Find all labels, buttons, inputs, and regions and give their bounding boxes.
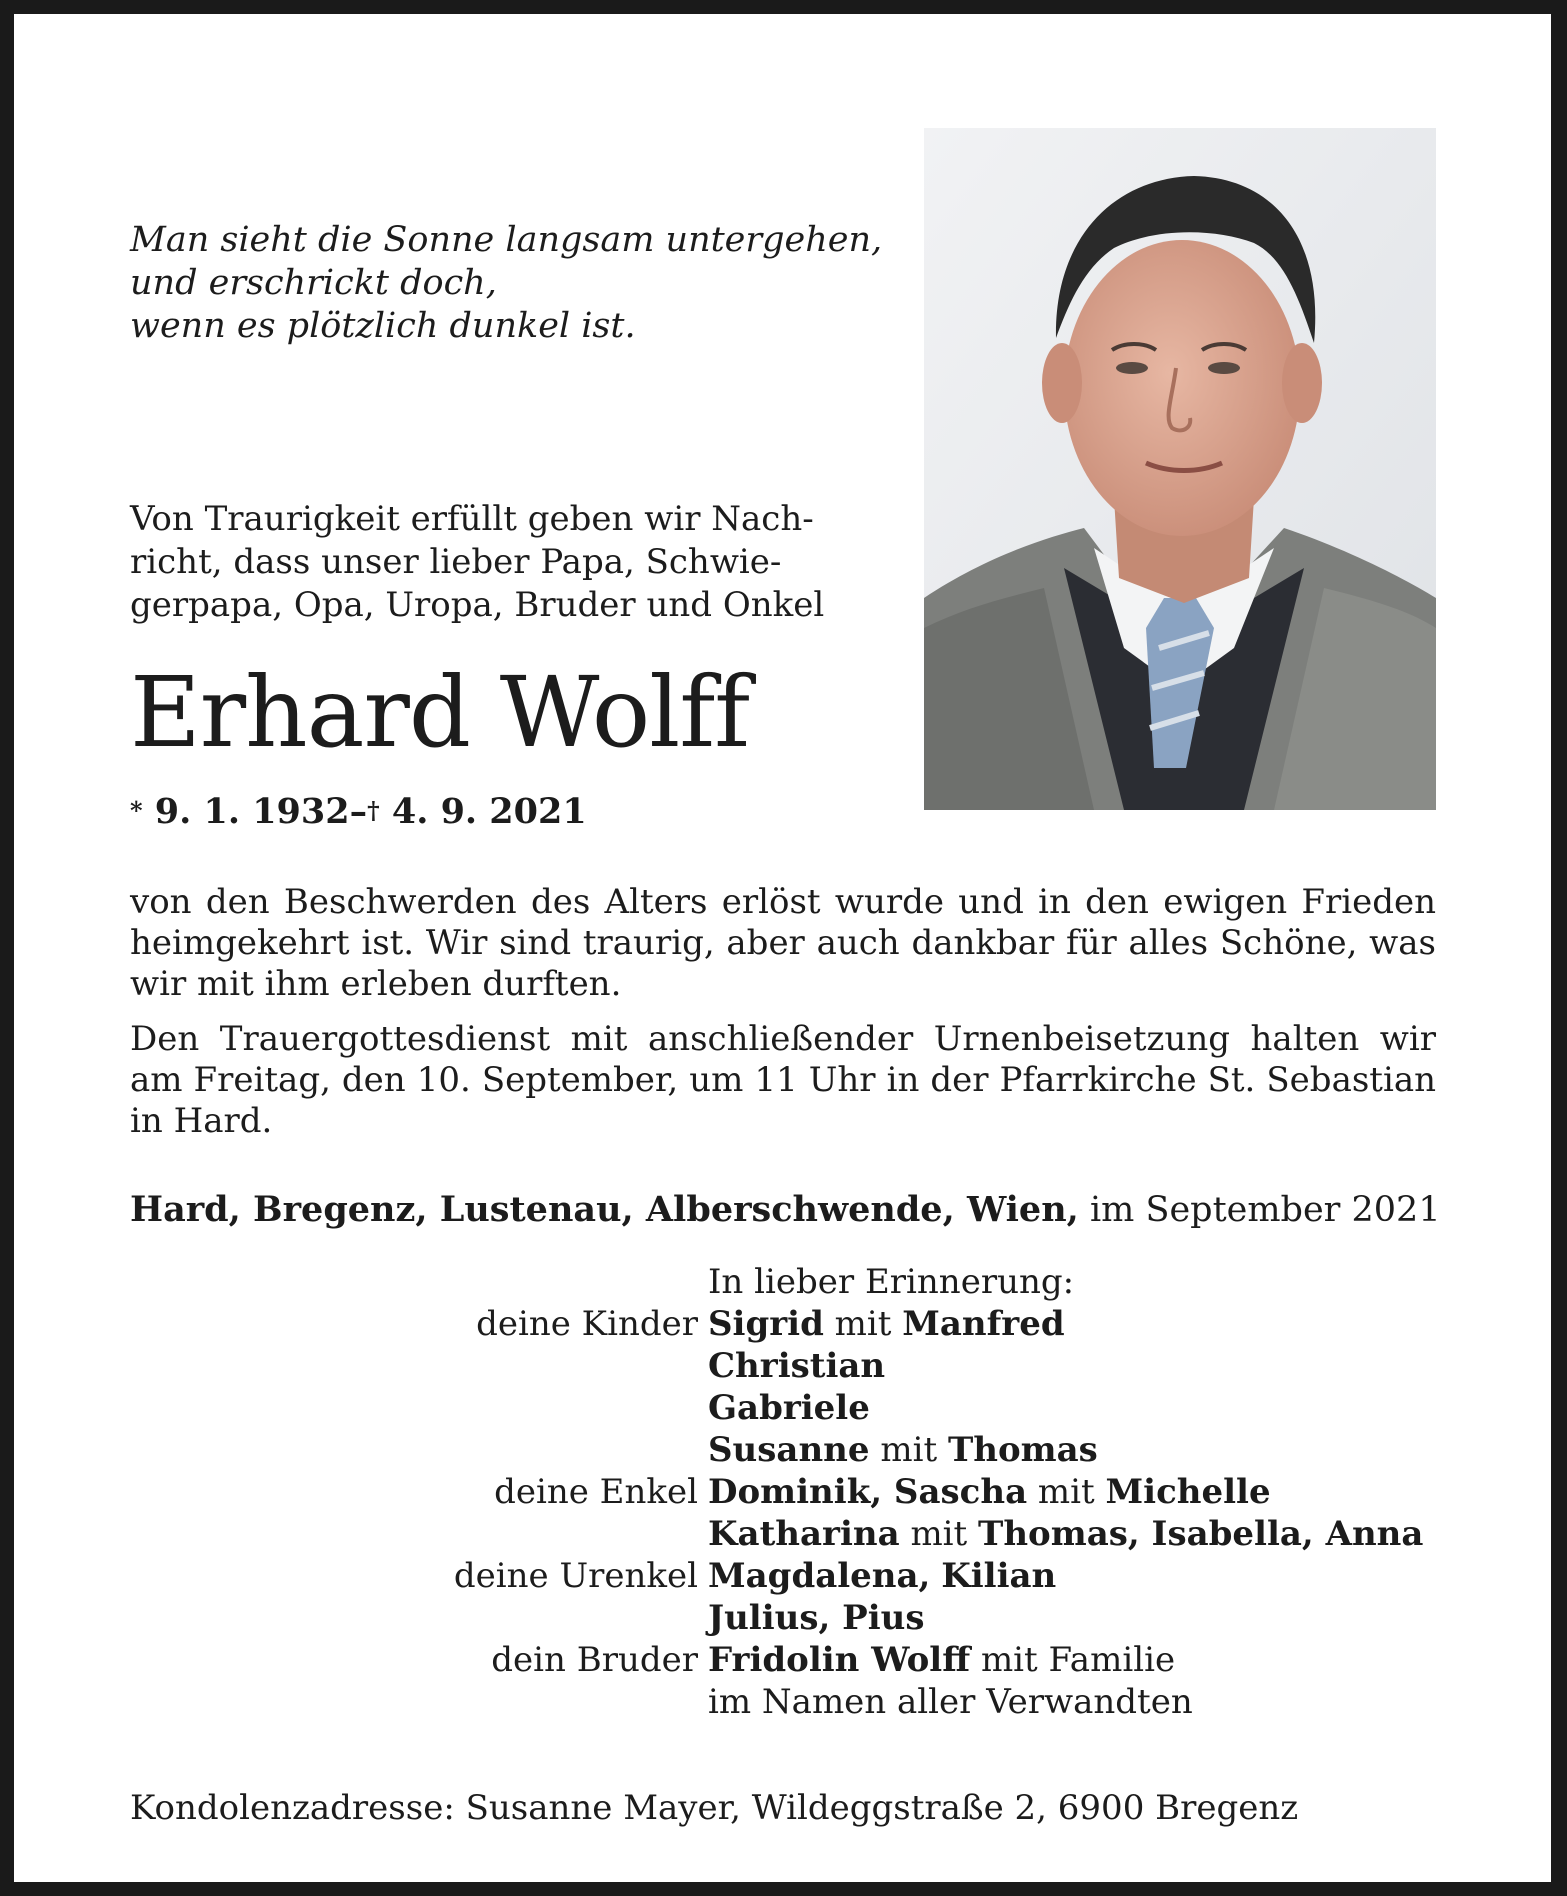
family-names (708, 1471, 1271, 1513)
family-names (708, 1513, 1423, 1555)
family-row (14, 1303, 1551, 1345)
portrait-photo (924, 128, 1436, 810)
intro-line: gerpapa, Opa, Uropa, Bruder und Onkel (130, 585, 825, 625)
family-conj: , (918, 1556, 931, 1596)
family-row (14, 1597, 1551, 1639)
family-name: Susanne (708, 1430, 870, 1470)
intro-text (130, 498, 830, 627)
death-date: 4. 9. 2021 (391, 791, 587, 832)
condolence-address: Kondolenzadresse: Susanne Mayer, Wildeggstraße 2, 6900 Bregenz (130, 1788, 1299, 1828)
family-name: Michelle (1105, 1472, 1271, 1512)
family-names (708, 1387, 870, 1429)
date-dash: – (349, 791, 368, 832)
family-row (14, 1345, 1551, 1387)
places-locations: Hard, Bregenz, Lustenau, Alberschwende, Wien, (130, 1189, 1079, 1230)
family-label: deine Urenkel (453, 1556, 698, 1596)
family-names (708, 1639, 1175, 1681)
obituary-body (130, 882, 1436, 1156)
motto-line: wenn es plötzlich dunkel ist. (130, 306, 636, 346)
family-names (708, 1597, 925, 1639)
birth-symbol: * (130, 796, 143, 825)
portrait-illustration (924, 128, 1436, 810)
life-dates (130, 791, 587, 832)
family-label: deine Kinder (476, 1304, 698, 1344)
places-line (130, 1189, 1441, 1230)
motto-line: und erschrickt doch, (130, 263, 497, 303)
places-date: im September 2021 (1089, 1190, 1441, 1230)
family-label: deine Enkel (494, 1472, 698, 1512)
family-row (14, 1471, 1551, 1513)
family-name: Gabriele (708, 1388, 870, 1428)
family-name: Manfred (902, 1304, 1065, 1344)
family-name: Julius, Pius (708, 1598, 925, 1638)
family-name: Sigrid (708, 1304, 824, 1344)
family-conj: mit (1037, 1472, 1095, 1512)
family-name: Dominik, Sascha (708, 1472, 1028, 1512)
family-row (14, 1429, 1551, 1471)
family-conj: im Namen aller Verwandten (708, 1682, 1193, 1722)
birth-date: 9. 1. 1932 (154, 791, 350, 832)
family-name: Christian (708, 1346, 886, 1386)
family-names (708, 1555, 1056, 1597)
family-row (14, 1513, 1551, 1555)
body-paragraph: Den Trauergottesdienst mit anschließender Urnenbeisetzung halten wir am Freitag, den 10. September, um 11 Uhr in der Pfarrkirche St. Sebastian in Hard. (130, 1019, 1436, 1141)
family-names (708, 1429, 1098, 1471)
family-name: Kilian (941, 1556, 1057, 1596)
family-row (14, 1681, 1551, 1723)
family-name: Fridolin Wolff (708, 1640, 971, 1680)
family-name: Thomas, Isabella, Anna (978, 1514, 1424, 1554)
family-label: dein Bruder (491, 1640, 698, 1680)
family-name: Magdalena (708, 1556, 919, 1596)
family-name: Thomas (947, 1430, 1098, 1470)
family-names (708, 1303, 1065, 1345)
family-conj: mit (880, 1430, 938, 1470)
death-symbol: † (367, 796, 380, 825)
intro-line: richt, dass unser lieber Papa, Schwie- (130, 542, 782, 582)
family-row (14, 1555, 1551, 1597)
motto-quote (130, 219, 883, 348)
obituary-page (14, 14, 1551, 1882)
intro-line: Von Traurigkeit erfüllt geben wir Nach- (130, 499, 814, 539)
family-names (708, 1681, 1193, 1723)
family-name: Katharina (708, 1514, 900, 1554)
motto-line: Man sieht die Sonne langsam untergehen, (130, 220, 883, 260)
family-row (14, 1639, 1551, 1681)
family-heading: In lieber Erinnerung: (708, 1262, 1075, 1302)
family-conj: mit Familie (980, 1640, 1176, 1680)
family-conj: mit (834, 1304, 892, 1344)
family-row (14, 1387, 1551, 1429)
deceased-name: Erhard Wolff (130, 656, 750, 769)
family-names (708, 1345, 885, 1387)
body-paragraph: von den Beschwerden des Alters erlöst wurde und in den ewigen Frieden heimgekehrt ist. Wir sind traurig, aber auch dankbar für alles Schöne, was wir mit ihm erleben durften. (130, 882, 1436, 1004)
family-conj: mit (910, 1514, 968, 1554)
